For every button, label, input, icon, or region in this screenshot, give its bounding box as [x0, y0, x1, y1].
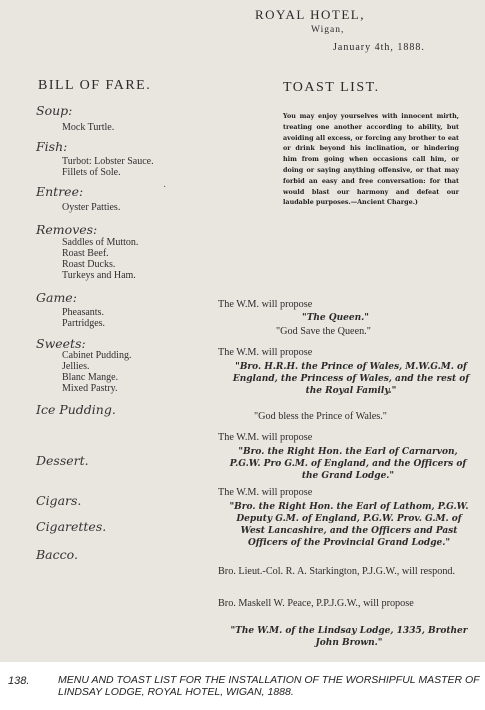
menu-item: Roast Ducks.	[62, 259, 116, 270]
town-name: Wigan,	[311, 25, 345, 35]
ancient-charge-quote: You may enjoy yourselves with innocent mirth, treating one another according to ability, but avoiding all excess, or forcing any brother to eat or drink beyond his inclination, or hindering him from going when occasions call him, or doing or saying anything offensive, or that may forbid an easy and free conversation: for that would blast our harmony and defeat our laudable purposes.—Ancient Charge.)	[283, 112, 459, 207]
speck-mark: ·	[163, 182, 167, 193]
section-heading-soup: Soup:	[36, 103, 73, 118]
toast-response: "God bless the Prince of Wales."	[254, 411, 387, 422]
toast-proposer: The W.M. will propose	[218, 487, 313, 498]
section-heading-dessert: Dessert.	[36, 453, 89, 468]
toast-proposer: The W.M. will propose	[218, 299, 313, 310]
toast-proposer: The W.M. will propose	[218, 432, 313, 443]
figure-number: 138.	[8, 675, 30, 687]
menu-item: Fillets of Sole.	[62, 167, 121, 178]
hotel-name: ROYAL HOTEL,	[255, 7, 365, 22]
toast-proposer: Bro. Maskell W. Peace, P.P.J.G.W., will propose	[218, 598, 414, 609]
toast-text: "Bro. the Right Hon. the Earl of Carnarvon, P.G.W. Pro G.M. of England, and the Officers of the Grand Lodge."	[229, 447, 467, 481]
menu-item: Saddles of Mutton.	[62, 237, 139, 248]
menu-item: Pheasants.	[62, 307, 104, 318]
section-heading-ice-pudding: Ice Pudding.	[36, 402, 116, 417]
menu-item: Roast Beef.	[62, 248, 109, 259]
figure-caption: MENU AND TOAST LIST FOR THE INSTALLATION OF THE WORSHIPFUL MASTER OF LINDSAY LODGE, ROYAL HOTEL, WIGAN, 1888.	[58, 674, 480, 698]
section-heading-game: Game:	[36, 290, 77, 305]
toast-text: "The W.M. of the Lindsay Lodge, 1335, Brother John Brown."	[230, 626, 468, 648]
menu-item: Blanc Mange.	[62, 372, 119, 383]
menu-item: Jellies.	[62, 361, 90, 372]
section-heading-sweets: Sweets:	[36, 336, 86, 351]
toast-respondent: Bro. Lieut.-Col. R. A. Starkington, P.J.G.W., will respond.	[218, 566, 456, 577]
menu-item: Oyster Patties.	[62, 202, 121, 213]
menu-item: Turkeys and Ham.	[62, 270, 136, 281]
bill-of-fare-title: BILL OF FARE.	[38, 78, 152, 93]
toast-text: "Bro. the Right Hon. the Earl of Lathom, P.G.W. Deputy G.M. of England, P.G.W. Prov. G.M. of West Lancashire, and the Officers and Past Officers of the Provincial Grand Lodge."	[229, 502, 469, 548]
toast-proposer: The W.M. will propose	[218, 347, 313, 358]
menu-item: Cabinet Pudding.	[62, 350, 132, 361]
toast-text: "The Queen."	[302, 313, 369, 323]
section-heading-fish: Fish:	[36, 139, 68, 154]
section-heading-removes: Removes:	[36, 222, 98, 237]
toast-response: "God Save the Queen."	[276, 326, 371, 337]
menu-item: Turbot: Lobster Sauce.	[62, 156, 154, 167]
menu-item: Mock Turtle.	[62, 122, 115, 133]
date: January 4th, 1888.	[333, 42, 425, 53]
menu-item: Partridges.	[62, 318, 106, 329]
menu-item: Mixed Pastry.	[62, 383, 118, 394]
section-heading-cigars: Cigars.	[36, 493, 82, 508]
section-heading-bacco: Bacco.	[36, 547, 78, 562]
toast-text: "Bro. H.R.H. the Prince of Wales, M.W.G.M. of England, the Princess of Wales, and the rest of the Royal Family."	[232, 362, 470, 396]
toast-list-title: TOAST LIST.	[283, 80, 380, 95]
section-heading-cigarettes: Cigarettes.	[36, 519, 107, 534]
section-heading-entree: Entree:	[36, 184, 84, 199]
